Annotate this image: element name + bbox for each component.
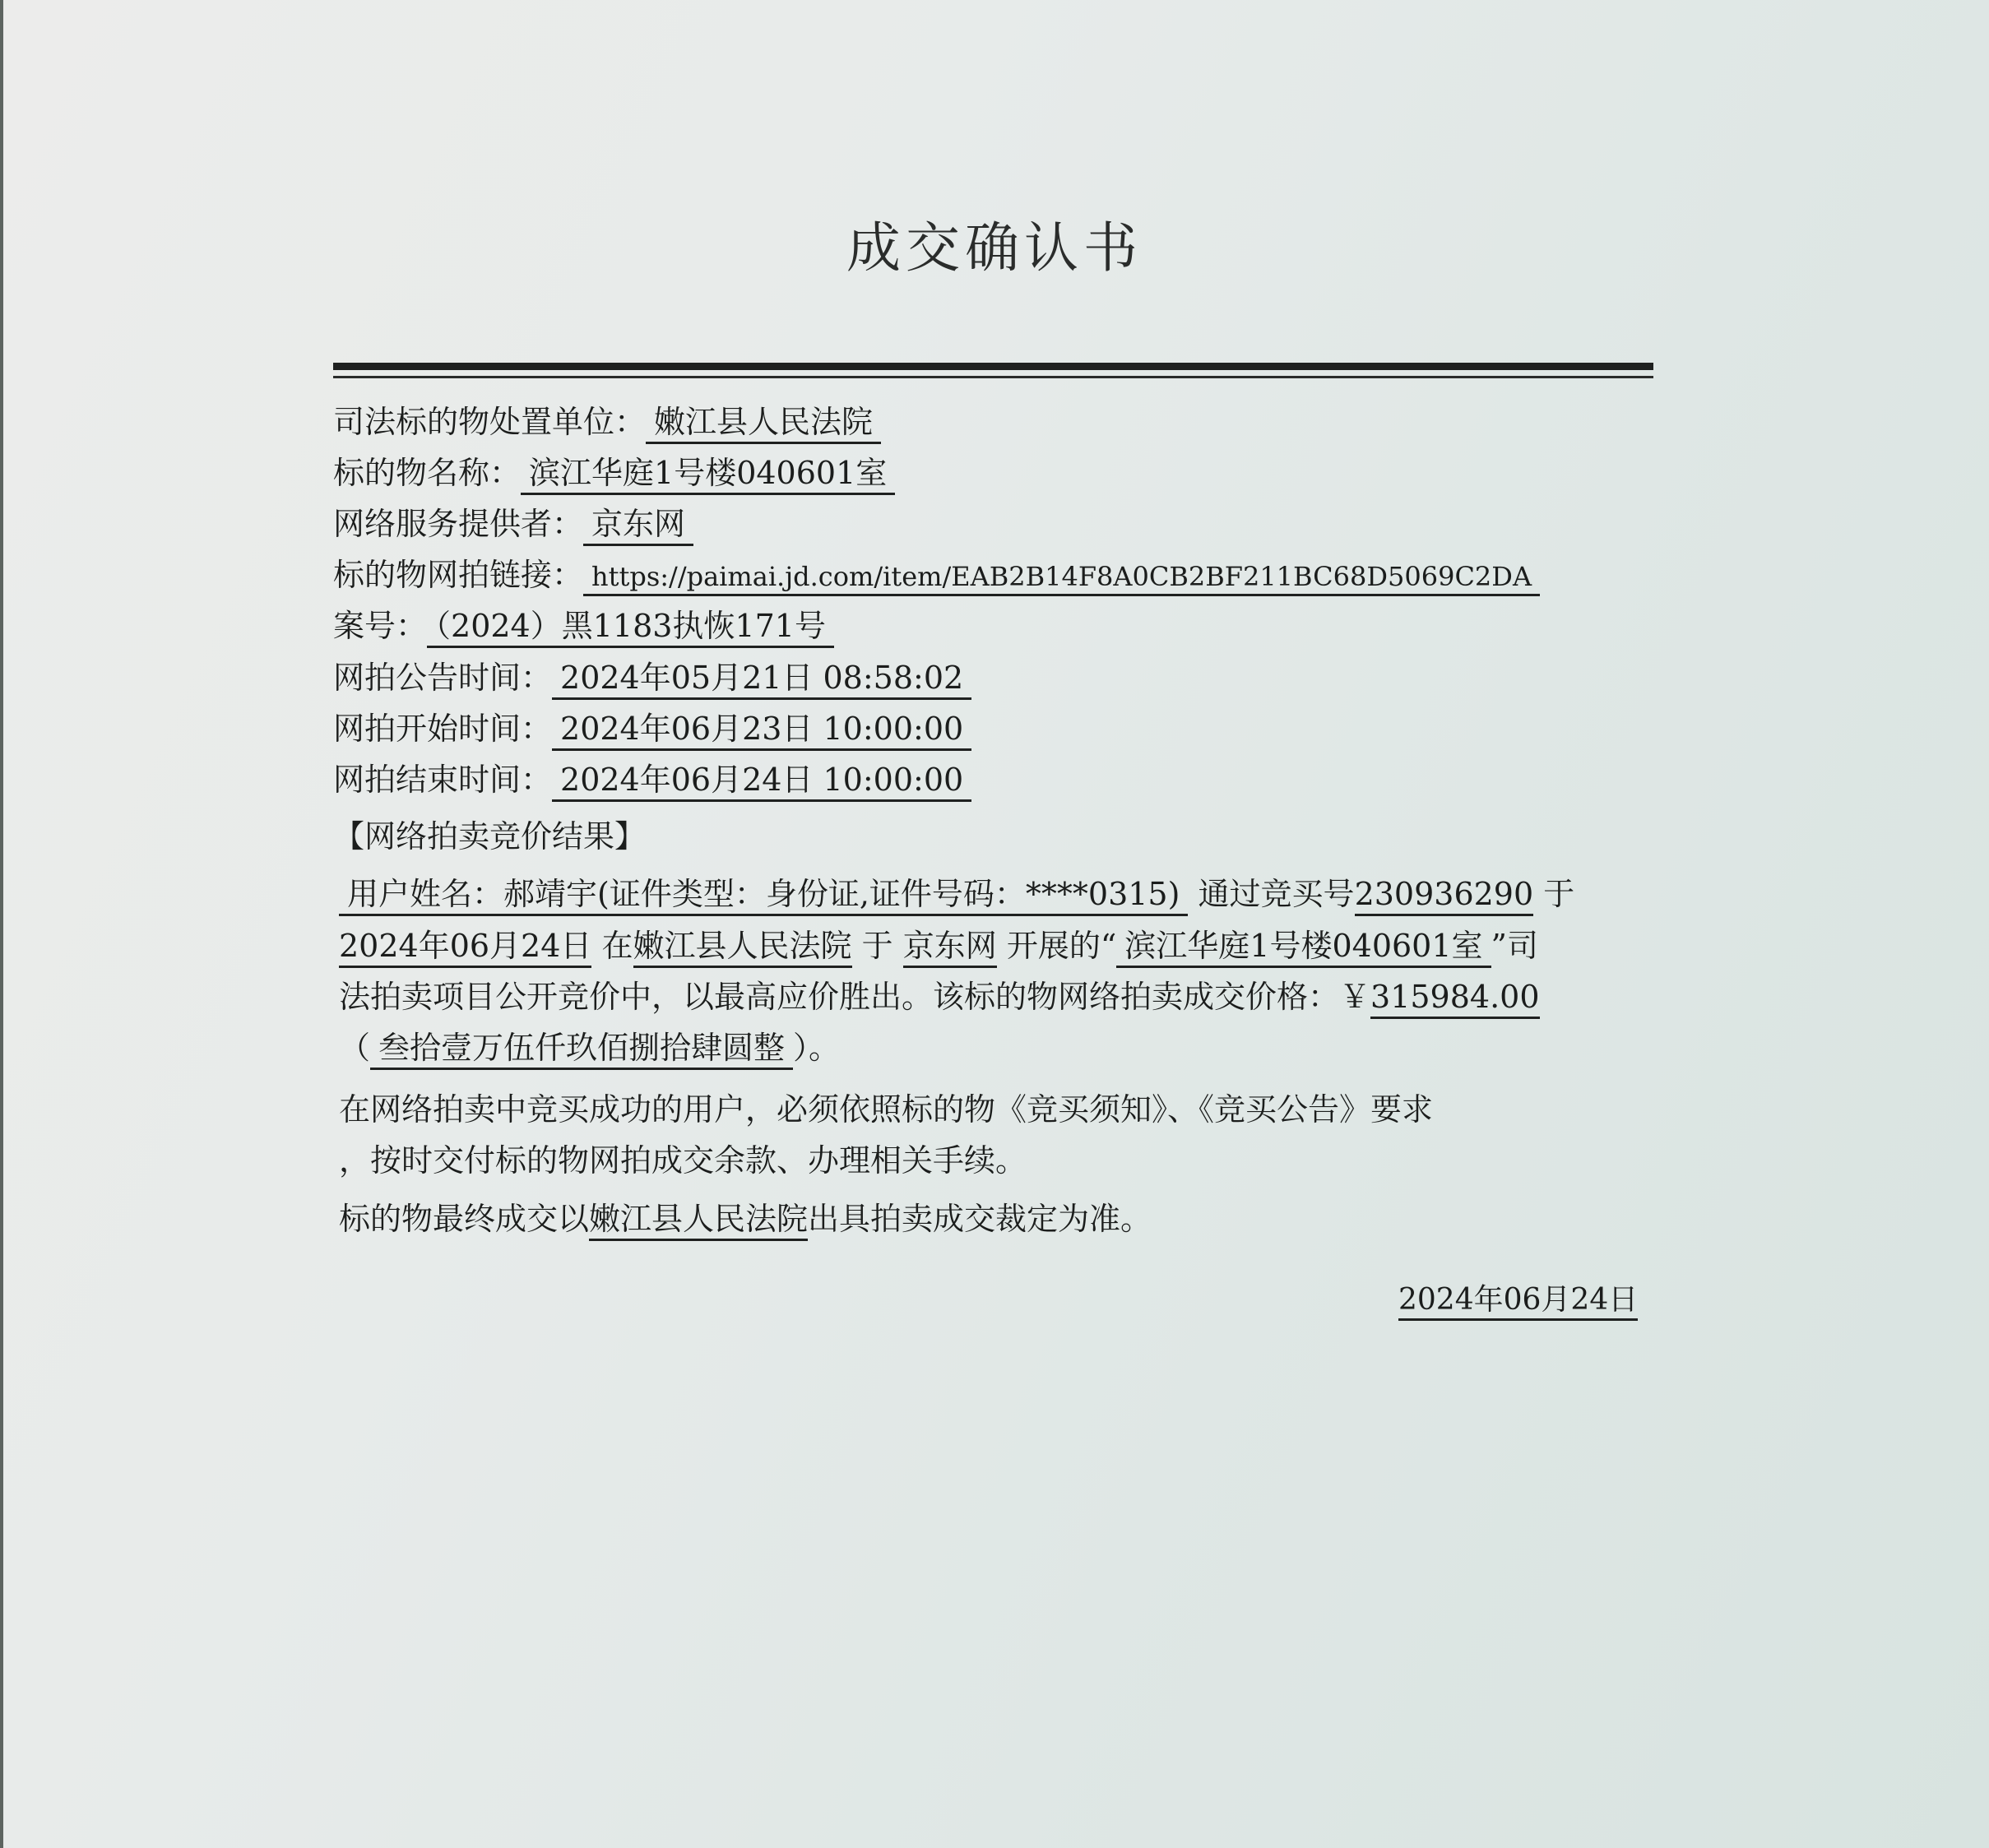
field-label: 司法标的物处置单位： bbox=[333, 404, 647, 440]
result-court: 嫩江县人民法院 bbox=[633, 928, 852, 968]
price-in-words: 叁拾壹万伍仟玖佰捌拾肆圆整 bbox=[370, 1030, 793, 1070]
final-statement bbox=[339, 1201, 1152, 1237]
result-text: 开展的“ bbox=[1006, 928, 1117, 964]
result-text: （ bbox=[339, 1030, 371, 1066]
field-provider bbox=[333, 508, 693, 540]
field-item-name bbox=[333, 457, 895, 489]
field-value: 京东网 bbox=[583, 506, 693, 546]
field-auction-link bbox=[333, 559, 1540, 591]
field-value: 2024年05月21日 08:58:02 bbox=[552, 660, 971, 700]
field-case-number bbox=[333, 608, 834, 644]
field-label: 标的物网拍链接： bbox=[333, 557, 584, 593]
field-disposal-unit bbox=[333, 406, 881, 438]
result-text: 于 bbox=[861, 928, 893, 964]
field-value: 嫩江县人民法院 bbox=[646, 404, 881, 444]
final-text: 出具拍卖成交裁定为准。 bbox=[808, 1201, 1152, 1237]
result-date: 2024年06月24日 bbox=[339, 928, 591, 968]
result-line-1 bbox=[339, 878, 1574, 910]
field-start-time bbox=[333, 711, 971, 747]
field-label: 网拍公告时间： bbox=[333, 660, 553, 696]
user-info: 用户姓名：郝靖宇(证件类型：身份证,证件号码：****0315) bbox=[339, 876, 1188, 916]
auction-link[interactable]: https://paimai.jd.com/item/EAB2B14F8A0CB2BF211BC68D5069C2DA bbox=[583, 561, 1540, 596]
field-value: 2024年06月23日 10:00:00 bbox=[552, 711, 971, 751]
result-line-4 bbox=[339, 1030, 841, 1066]
field-value: （2024）黑1183执恢171号 bbox=[427, 608, 834, 648]
result-text: 于 bbox=[1543, 876, 1575, 912]
bid-number: 230936290 bbox=[1355, 876, 1534, 916]
result-platform: 京东网 bbox=[903, 928, 997, 968]
title-rule-thin bbox=[333, 376, 1653, 378]
notice-line-2: ，按时交付标的物网拍成交余款、办理相关手续。 bbox=[339, 1142, 1027, 1179]
result-price: 315984.00 bbox=[1370, 979, 1540, 1019]
result-item: 滨江华庭1号楼040601室 bbox=[1116, 928, 1491, 968]
field-label: 标的物名称： bbox=[333, 455, 522, 491]
field-value: 2024年06月24日 10:00:00 bbox=[552, 762, 971, 802]
field-label: 案号： bbox=[333, 608, 428, 644]
result-line-2 bbox=[339, 928, 1538, 964]
field-announce-time bbox=[333, 660, 971, 696]
result-text: 通过竞买号 bbox=[1198, 876, 1355, 912]
field-end-time bbox=[333, 762, 971, 798]
result-text: 在 bbox=[601, 928, 633, 964]
field-label: 网拍结束时间： bbox=[333, 762, 553, 798]
sign-date bbox=[1398, 1285, 1638, 1315]
field-value: 滨江华庭1号楼040601室 bbox=[521, 455, 895, 495]
document-title: 成交确认书 bbox=[846, 216, 1143, 280]
sign-date-text: 2024年06月24日 bbox=[1398, 1283, 1638, 1321]
result-text: ”司 bbox=[1491, 928, 1538, 964]
result-text: ）。 bbox=[793, 1030, 841, 1066]
result-text: 法拍卖项目公开竞价中，以最高应价胜出。该标的物网络拍卖成交价格：￥ bbox=[339, 979, 1371, 1015]
field-label: 网拍开始时间： bbox=[333, 711, 553, 747]
field-label: 网络服务提供者： bbox=[333, 506, 584, 542]
final-court: 嫩江县人民法院 bbox=[589, 1201, 808, 1241]
final-text: 标的物最终成交以 bbox=[339, 1201, 590, 1237]
title-rule-thick bbox=[333, 363, 1653, 370]
result-line-3 bbox=[339, 979, 1540, 1015]
result-heading: 【网络拍卖竞价结果】 bbox=[333, 818, 647, 855]
notice-line-1: 在网络拍卖中竞买成功的用户，必须依照标的物《竞买须知》、《竞买公告》要求 bbox=[339, 1091, 1434, 1128]
